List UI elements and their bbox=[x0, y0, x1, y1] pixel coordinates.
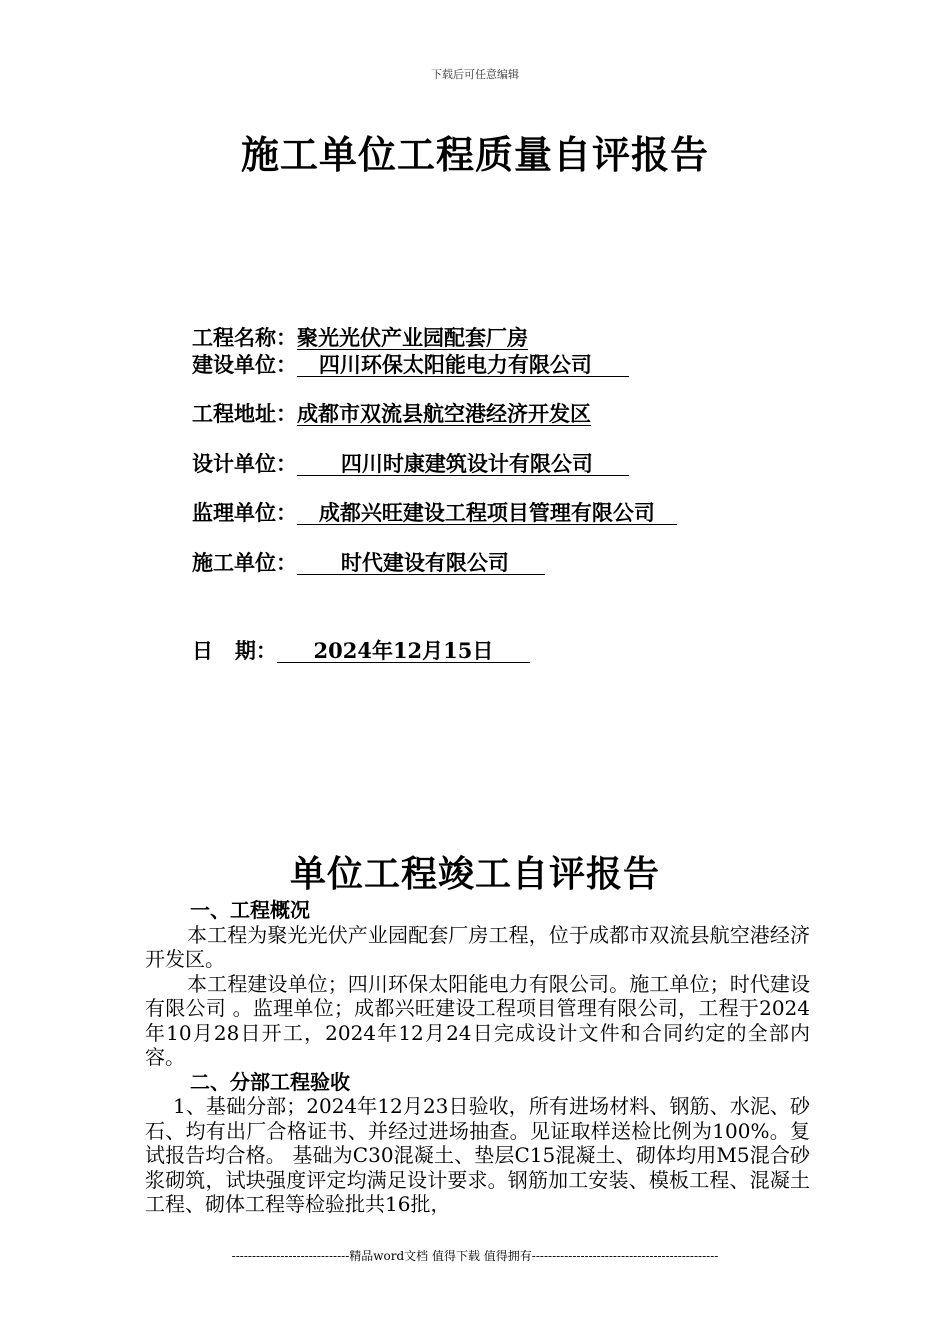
cover-title: 施工单位工程质量自评报告 bbox=[240, 132, 709, 177]
paragraph-parties: 本工程建设单位；四川环保太阳能电力有限公司。施工单位；时代建设有限公司 。监理单位；成都兴旺建设工程项目管理有限公司，工程于2024年10月28日开工，2024年12月24日完成设计文件和合同约定的全部内容。 bbox=[145, 971, 810, 1069]
field-value: 2024年12月15日 bbox=[276, 638, 530, 663]
report-title: 单位工程竣工自评报告 bbox=[289, 853, 660, 895]
field-label: 建设单位： bbox=[192, 352, 297, 377]
field-label: 施工单位： bbox=[192, 550, 297, 575]
field-label: 工程地址： bbox=[192, 401, 297, 426]
header-note: 下载后可任意编辑 bbox=[431, 68, 519, 81]
footer-note: -----------------------------精品word文档 值得下载 值得拥有---------------------------------------------- bbox=[231, 1249, 719, 1263]
field-date bbox=[192, 635, 530, 665]
field-label: 监理单位： bbox=[192, 500, 297, 525]
section-heading-overview: 一、工程概况 bbox=[190, 898, 310, 922]
field-owner bbox=[192, 349, 629, 379]
field-value: 四川时康建筑设计有限公司 bbox=[297, 451, 630, 476]
field-value: 成都兴旺建设工程项目管理有限公司 bbox=[297, 500, 677, 525]
field-project-name bbox=[192, 322, 528, 352]
report-body bbox=[145, 898, 810, 1217]
field-value: 成都市双流县航空港经济开发区 bbox=[297, 401, 591, 426]
field-contractor bbox=[192, 547, 545, 577]
field-value: 四川环保太阳能电力有限公司 bbox=[297, 352, 629, 377]
field-address bbox=[192, 398, 591, 428]
field-supervisor bbox=[192, 497, 677, 527]
section-heading-acceptance: 二、分部工程验收 bbox=[190, 1069, 350, 1094]
paragraph-foundation: 1、基础分部；2024年12月23日验收，所有进场材料、钢筋、水泥、砂石、均有出厂合格证书、并经过进场抽查。见证取样送检比例为100%。复试报告均合格。 基础为C30混凝土、垫层C15混凝土、砌体均用M5混合砂浆砌筑，试块强度评定均满足设计要求。钢筋加工安装、模板工程、混凝土工程、砌体工程等检验批共16批， bbox=[145, 1094, 810, 1216]
field-label: 设计单位： bbox=[192, 451, 297, 476]
field-value: 聚光光伏产业园配套厂房 bbox=[297, 325, 528, 350]
field-value: 时代建设有限公司 bbox=[297, 550, 546, 575]
field-label: 工程名称： bbox=[192, 325, 297, 350]
paragraph-overview: 本工程为聚光光伏产业园配套厂房工程，位于成都市双流县航空港经济开发区。 bbox=[145, 922, 810, 971]
field-designer bbox=[192, 448, 629, 478]
field-label: 日 期： bbox=[192, 638, 277, 663]
